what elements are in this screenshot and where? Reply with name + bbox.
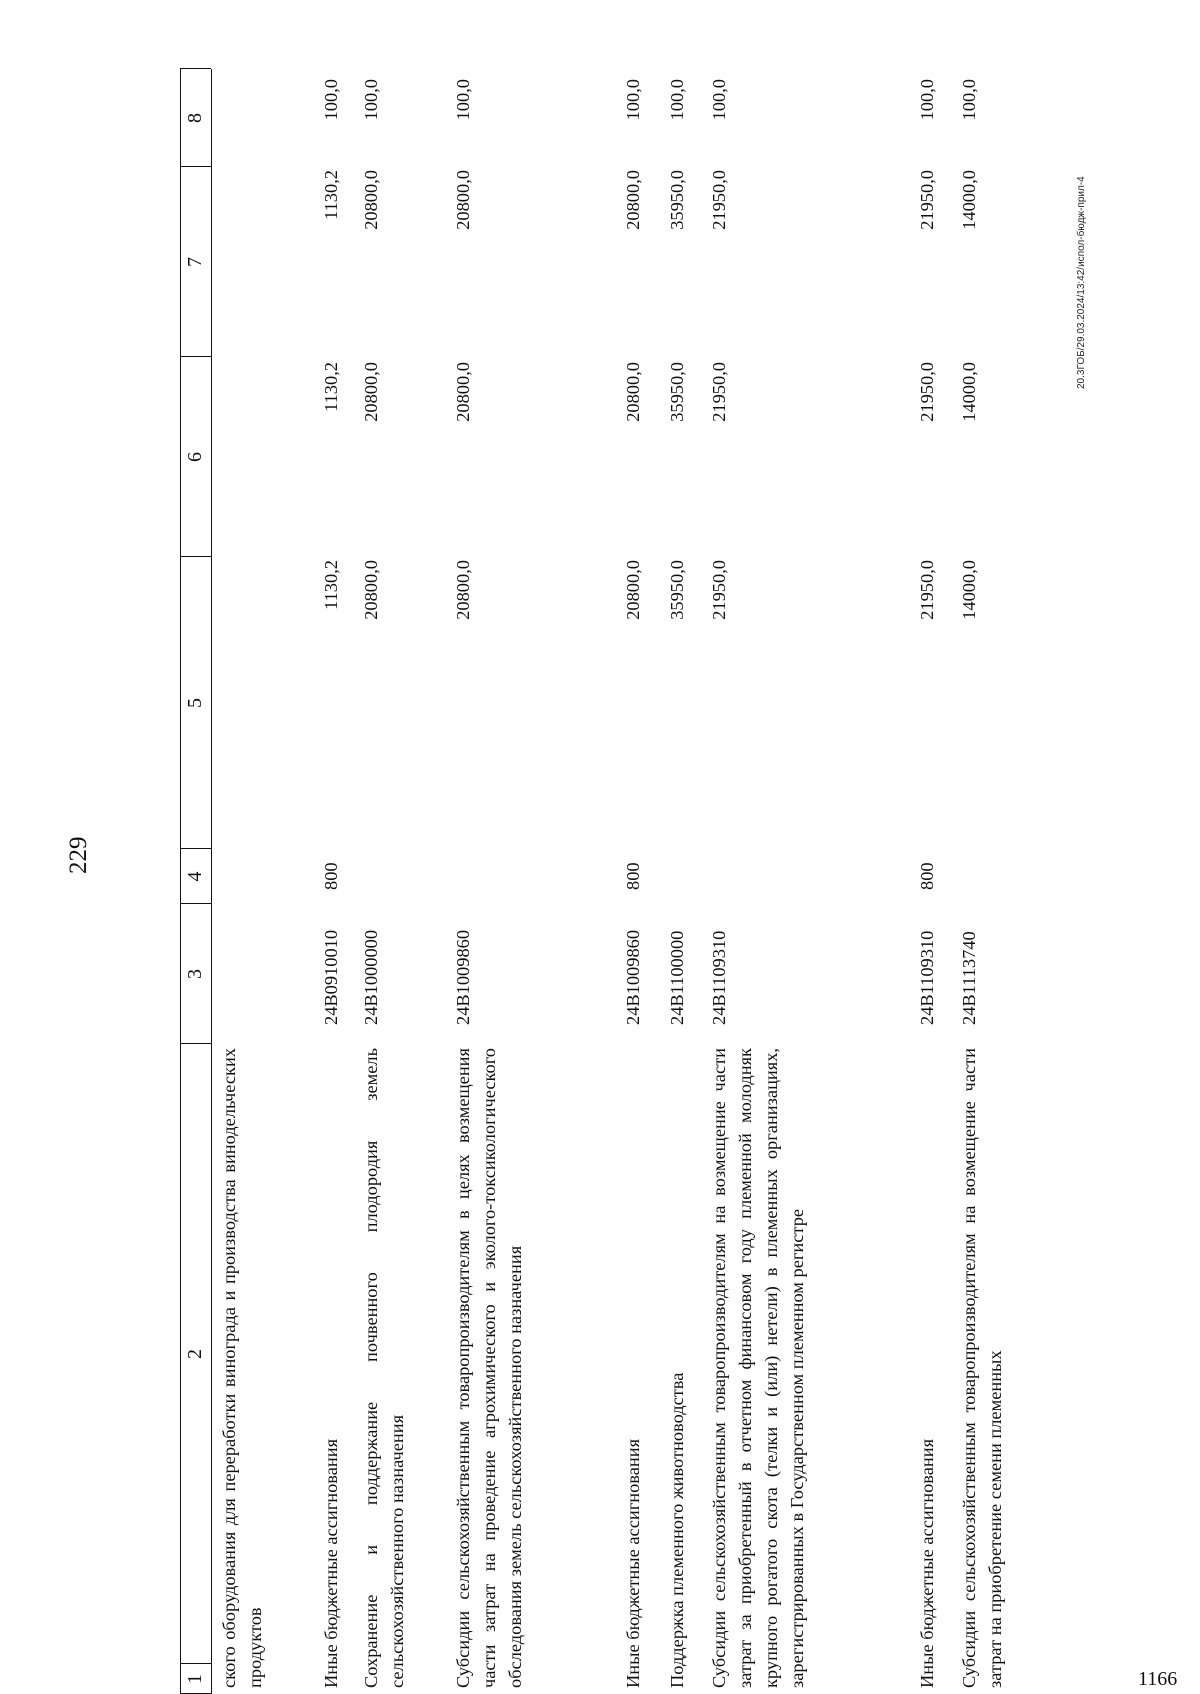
row-value-7: 21950,0 [709, 170, 729, 230]
row-value-7: 20800,0 [361, 170, 381, 230]
row-value-6: 20800,0 [361, 362, 381, 422]
column-header-6: 6 [184, 452, 206, 462]
row-value-5: 20800,0 [453, 560, 473, 620]
column-header-3: 3 [184, 969, 206, 979]
row-value-7: 20800,0 [623, 170, 643, 230]
row-value-8: 100,0 [709, 79, 729, 121]
row-value-6: 35950,0 [667, 362, 687, 422]
header-bottom-border [211, 69, 212, 1694]
row-value-6: 21950,0 [917, 362, 937, 422]
row-name: Иные бюджетные ассигнования [623, 1438, 643, 1688]
row-value-7: 1130,2 [321, 170, 341, 220]
row-code: 24В1109310 [709, 930, 729, 1025]
column-header-8: 8 [184, 113, 206, 123]
row-value-8: 100,0 [361, 79, 381, 121]
document-page-number: 229 [65, 836, 92, 874]
row-value-5: 1130,2 [321, 560, 341, 610]
row-code: 24В1109310 [917, 930, 937, 1025]
row-name: Субсидии сельскохозяйственным товаропроизводителям на возмещение части затрат за приобретенный в отчетном финансовом году племенной молодняк крупного рогатого скота (телки и (или) нетели) в племенных организациях, зарегистрированных в Государственном племенном регистре [709, 1048, 807, 1688]
row-value-7: 35950,0 [667, 170, 687, 230]
row-name: Поддержка племенного животноводства [667, 1372, 687, 1688]
row-kvr: 800 [917, 862, 937, 890]
column-header-2: 2 [184, 1349, 206, 1359]
column-header-4: 4 [184, 871, 206, 882]
row-value-8: 100,0 [667, 79, 687, 121]
row-value-5: 14000,0 [959, 560, 979, 620]
row-code: 24В1113740 [959, 931, 979, 1025]
row-value-5: 35950,0 [667, 560, 687, 620]
row-value-5: 20800,0 [361, 560, 381, 620]
row-code: 24В0910010 [321, 929, 341, 1025]
row-value-6: 20800,0 [623, 362, 643, 422]
row-value-6: 21950,0 [709, 362, 729, 422]
row-kvr: 800 [321, 862, 341, 890]
row-value-8: 100,0 [453, 79, 473, 121]
row-code: 24В1000000 [361, 929, 381, 1025]
row-name: Иные бюджетные ассигнования [917, 1438, 937, 1688]
row-code: 24В1009860 [623, 929, 643, 1025]
row-value-5: 21950,0 [709, 560, 729, 620]
row-value-8: 100,0 [917, 79, 937, 121]
row-name: Сохранение и поддержание почвенного плодородия земель сельскохозяйственного назначения [361, 1048, 407, 1688]
row-value-7: 14000,0 [959, 170, 979, 230]
row-name: Субсидии сельскохозяйственным товаропроизводителям на возмещение части затрат на приобретение семени племенных [959, 1048, 1005, 1688]
row-value-7: 21950,0 [917, 170, 937, 230]
row-name: ского оборудования для переработки винограда и производства винодельческих продуктов [219, 1048, 265, 1688]
column-header-5: 5 [184, 698, 206, 708]
row-name: Субсидии сельскохозяйственным товаропроизводителям в целях возмещения части затрат на проведение агрохимического и эколого-токсикологического обследования земель сельскохозяйственного назначения [453, 1048, 525, 1688]
footer-note: 20.3ГОБ/29.03.2024/13:42/испол-бюдж-прил-4 [1076, 176, 1087, 389]
row-value-7: 20800,0 [453, 170, 473, 230]
row-value-5: 21950,0 [917, 560, 937, 620]
row-value-6: 1130,2 [321, 362, 341, 412]
row-value-8: 100,0 [959, 79, 979, 121]
row-value-6: 20800,0 [453, 362, 473, 422]
row-code: 24В1100000 [667, 930, 687, 1025]
row-code: 24В1009860 [453, 929, 473, 1025]
row-value-5: 20800,0 [623, 560, 643, 620]
column-header-7: 7 [184, 257, 206, 267]
page-number: 1166 [1138, 1668, 1178, 1690]
row-name: Иные бюджетные ассигнования [321, 1438, 341, 1688]
row-value-8: 100,0 [321, 79, 341, 121]
table-header-row [180, 0, 211, 1694]
row-kvr: 800 [623, 862, 643, 890]
column-header-1: 1 [184, 1674, 206, 1684]
row-value-8: 100,0 [623, 79, 643, 121]
row-value-6: 14000,0 [959, 362, 979, 422]
